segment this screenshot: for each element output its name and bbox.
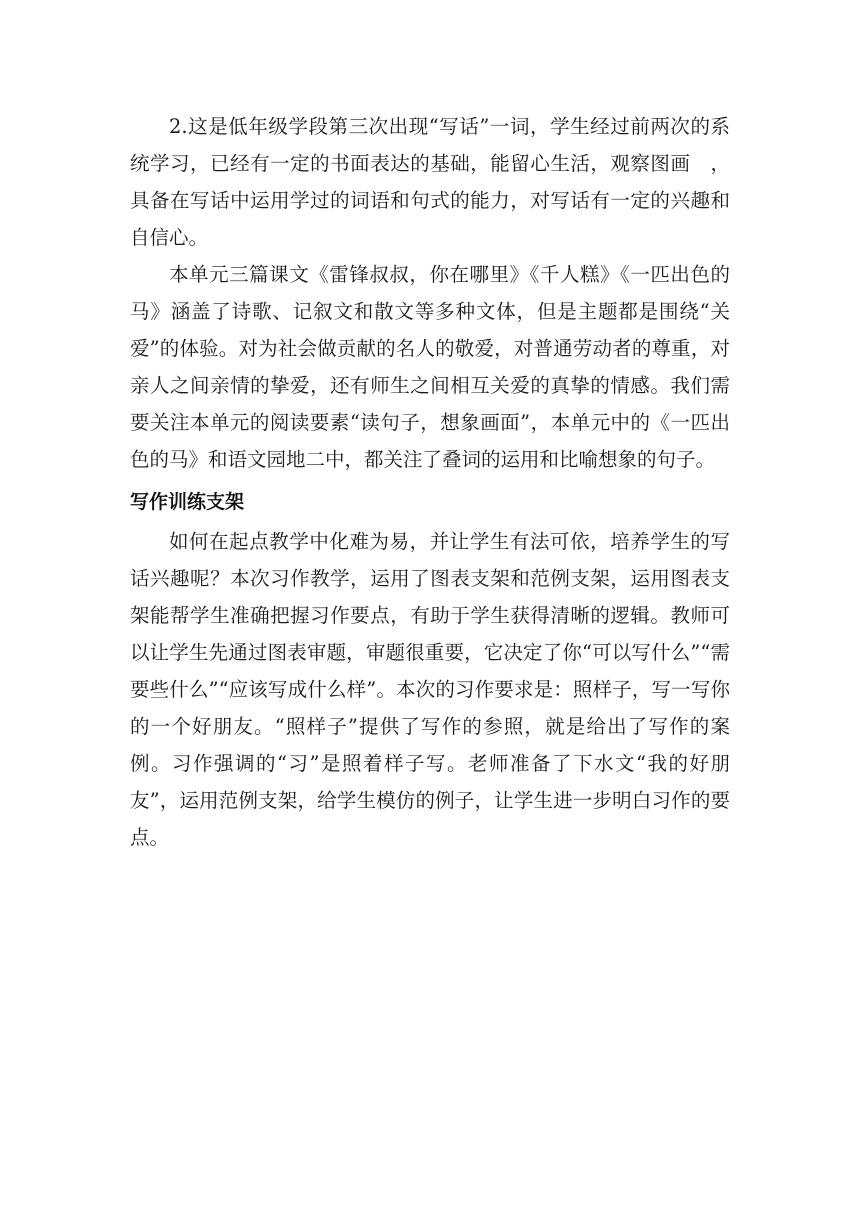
paragraph-writing-scaffold: 如何在起点教学中化难为易，并让学生有法可依，培养学生的写话兴趣呢？本次习作教学，运用了图表支架和范例支架，运用图表支架能帮学生准确把握习作要点，有助于学生获得清晰的逻辑。教师可以让学生先通过图表审题，审题很重要，它决定了你“可以写什么”“需要些什么”“应该写成什么样”。本次的习作要求是：照样子，写一写你的一个好朋友。“照样子”提供了写作的参照，就是给出了写作的案例。习作强调的“习”是照着样子写。老师准备了下水文“我的好朋友”，运用范例支架，给学生模仿的例子，让学生进一步明白习作的要点。 [130,530,730,849]
paragraph-unit-overview: 本单元三篇课文《雷锋叔叔，你在哪里》《千人糕》《一匹出色的马》涵盖了诗歌、记叙文和散文等多种文体，但是主题都是围绕“关爱”的体验。对为社会做贡献的名人的敬爱，对普通劳动者的尊重，对亲人之间亲情的挚爱，还有师生之间相互关爱的真挚的情感。我们需要关注本单元的阅读要素“读句子，想象画面”，本单元中的《一匹出色的马》和语文园地二中，都关注了叠词的运用和比喻想象的句子。 [130,263,730,471]
section-heading: 写作训练支架 [130,491,245,513]
paragraph-writing-stage: 2.这是低年级学段第三次出现“写话”一词，学生经过前两次的系统学习，已经有一定的书面表达的基础，能留心生活，观察图画 ，具备在写话中运用学过的词语和句式的能力，对写话有一定的兴趣和自信心。 [130,115,730,249]
document-body [130,108,730,856]
